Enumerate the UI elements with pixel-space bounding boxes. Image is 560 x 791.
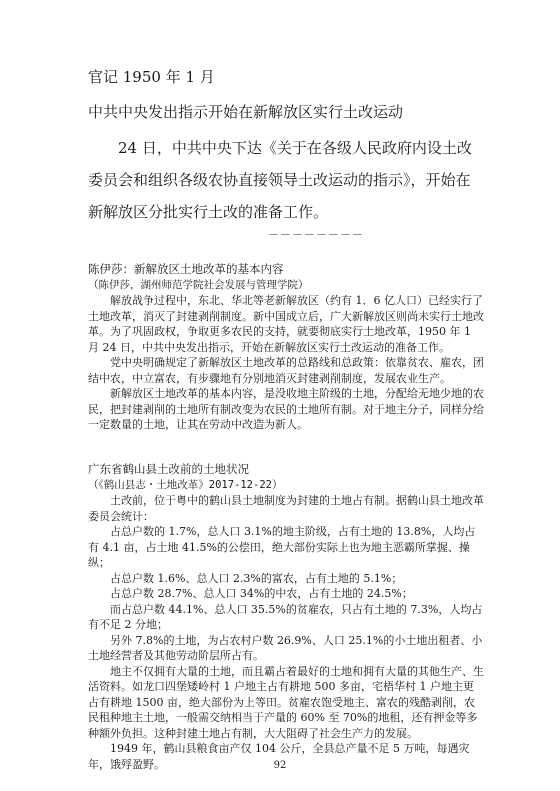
page-number: 92 bbox=[273, 760, 287, 771]
paragraph: 解放战争过程中，东北、华北等老新解放区（约有 1．6 亿人口）已经实行了土地改革，消灭了封建剥削制度。新中国成立后，广大新解放区则尚未实行土地改革。为了巩固政权，争取更多农民的支持，就要彻底实行土地改革，1950 年 1 月 24 日，中共中央发出指示，开始在新解放区实行土改运动的准备工作。 bbox=[88, 294, 484, 354]
paragraph: 占总户数 1.6%、总人口 2.3%的富农，占有土地的 5.1%； bbox=[110, 571, 403, 585]
paragraph: 1949 年，鹤山县粮食亩产仅 104 公斤，全县总产量不足 5 万吨，每遇灾年，饿殍盈野。 bbox=[88, 742, 470, 771]
paragraph: 另外 7.8%的土地，为占农村户数 26.9%、人口 25.1%的小土地出租者、小土地经营者及其他劳动阶层所占有。 bbox=[88, 633, 483, 662]
date-line: 官记 1950 年 1 月 bbox=[88, 68, 215, 86]
paragraph: 地主不仅拥有大量的土地，而且霸占着最好的土地和拥有大量的其他生产、生活资料。如龙口四堡矮岭村 1 户地主占有耕地 500 多亩，宅梧华村 1 户地主更占有耕地 1500 亩，绝大部份为上等田。贫雇农饱受地主、富农的残酷剥削，农民租种地主土地，一般需交纳相当于产量的 60% 至 70%的地租，还有押金等多种额外负担。这种封建土地占有制，大大阻碍了社会生产力的发展。 bbox=[88, 664, 484, 740]
section-heshan-county bbox=[88, 462, 484, 772]
separator: －－－－－－－－ bbox=[268, 228, 364, 241]
paragraph: 党中央明确规定了新解放区土地改革的总路线和总政策：依靠贫农、雇农，团结中农，中立富农，有步骤地有分别地消灭封建剥削制度，发展农业生产。 bbox=[88, 356, 484, 385]
paragraph: 而占总户数 44.1%、总人口 35.5%的贫雇农，只占有土地的 7.3%，人均占有不足 2 分地； bbox=[88, 602, 483, 631]
section-new-liberated-areas bbox=[88, 262, 484, 433]
section-title: 陈伊莎：新解放区土地改革的基本内容 bbox=[88, 262, 284, 276]
section-source: （陈伊莎，湖州师范学院社会发展与管理学院） bbox=[88, 278, 309, 291]
paragraph: 占总户数的 1.7%，总人口 3.1%的地主阶级，占有土地的 13.8%，人均占有 4.1 亩，占土地 41.5%的公偿田，绝大部份实际上也为地主恶霸所掌握、操纵； bbox=[88, 525, 476, 569]
intro-paragraph: 24 日，中共中央下达《关于在各级人民政府内设土改委员会和组织各级农协直接领导土改运动的指示》，开始在新解放区分批实行土改的准备工作。 bbox=[88, 139, 472, 221]
headline: 中共中央发出指示开始在新解放区实行土改运动 bbox=[88, 103, 404, 121]
section-source: （《鹤山县志・土地改革》2017-12-22） bbox=[88, 478, 283, 491]
paragraph: 土改前，位于粤中的鹤山县土地制度为封建的土地占有制。据鹤山县土地改革委员会统计： bbox=[88, 494, 484, 523]
paragraph: 新解放区土地改革的基本内容，是没收地主阶级的土地，分配给无地少地的农民，把封建剥削的土地所有制改变为农民的土地所有制。对于地主分子，同样分给一定数量的土地，让其在劳动中改造为新人。 bbox=[88, 387, 484, 431]
section-title: 广东省鹤山县土改前的土地状况 bbox=[88, 462, 249, 476]
paragraph: 占总户数 28.7%、总人口 34%的中农，占有土地的 24.5%； bbox=[110, 587, 413, 600]
